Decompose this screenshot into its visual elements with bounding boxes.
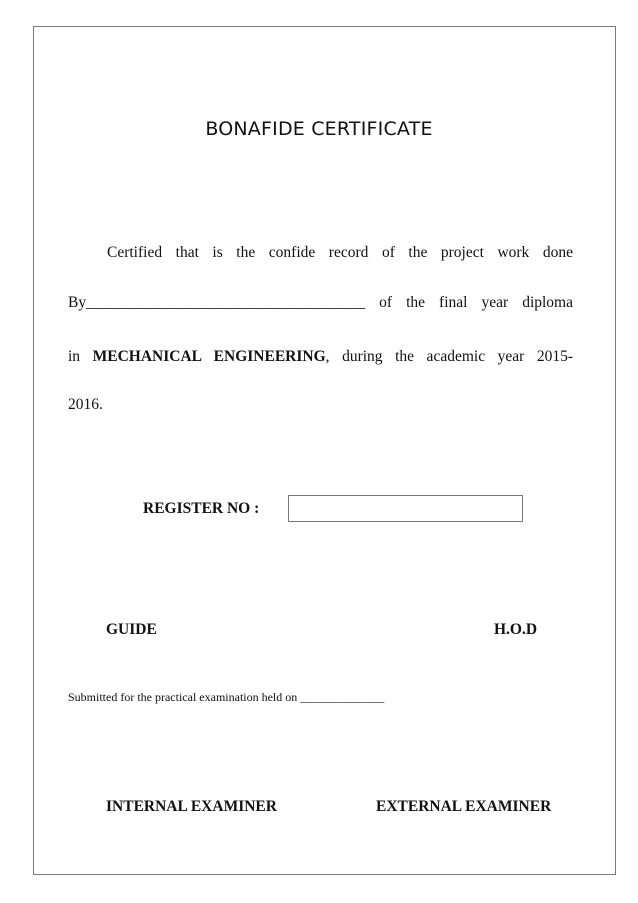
- department-name: MECHANICAL ENGINEERING: [92, 348, 326, 365]
- body-line-2: By____________________________________ of the final year diploma: [68, 294, 573, 311]
- register-no-field[interactable]: [288, 495, 523, 522]
- register-no-label: REGISTER NO :: [143, 500, 260, 517]
- hod-signature-label: H.O.D: [494, 621, 538, 638]
- submitted-exam-line: Submitted for the practical examination held on ______________: [68, 690, 385, 704]
- body-line-4: 2016.: [68, 396, 103, 413]
- guide-signature-label: GUIDE: [106, 621, 157, 638]
- body-line-1: Certified that is the confide record of the project work done: [107, 244, 573, 261]
- body-line-3: [68, 348, 573, 366]
- body-line-3-prefix: in: [68, 348, 93, 365]
- body-line-3-suffix: , during the academic year 2015-: [325, 348, 573, 365]
- certificate-border: [33, 26, 616, 875]
- certificate-title: BONAFIDE CERTIFICATE: [205, 118, 433, 140]
- internal-examiner-label: INTERNAL EXAMINER: [106, 798, 277, 815]
- external-examiner-label: EXTERNAL EXAMINER: [376, 798, 552, 815]
